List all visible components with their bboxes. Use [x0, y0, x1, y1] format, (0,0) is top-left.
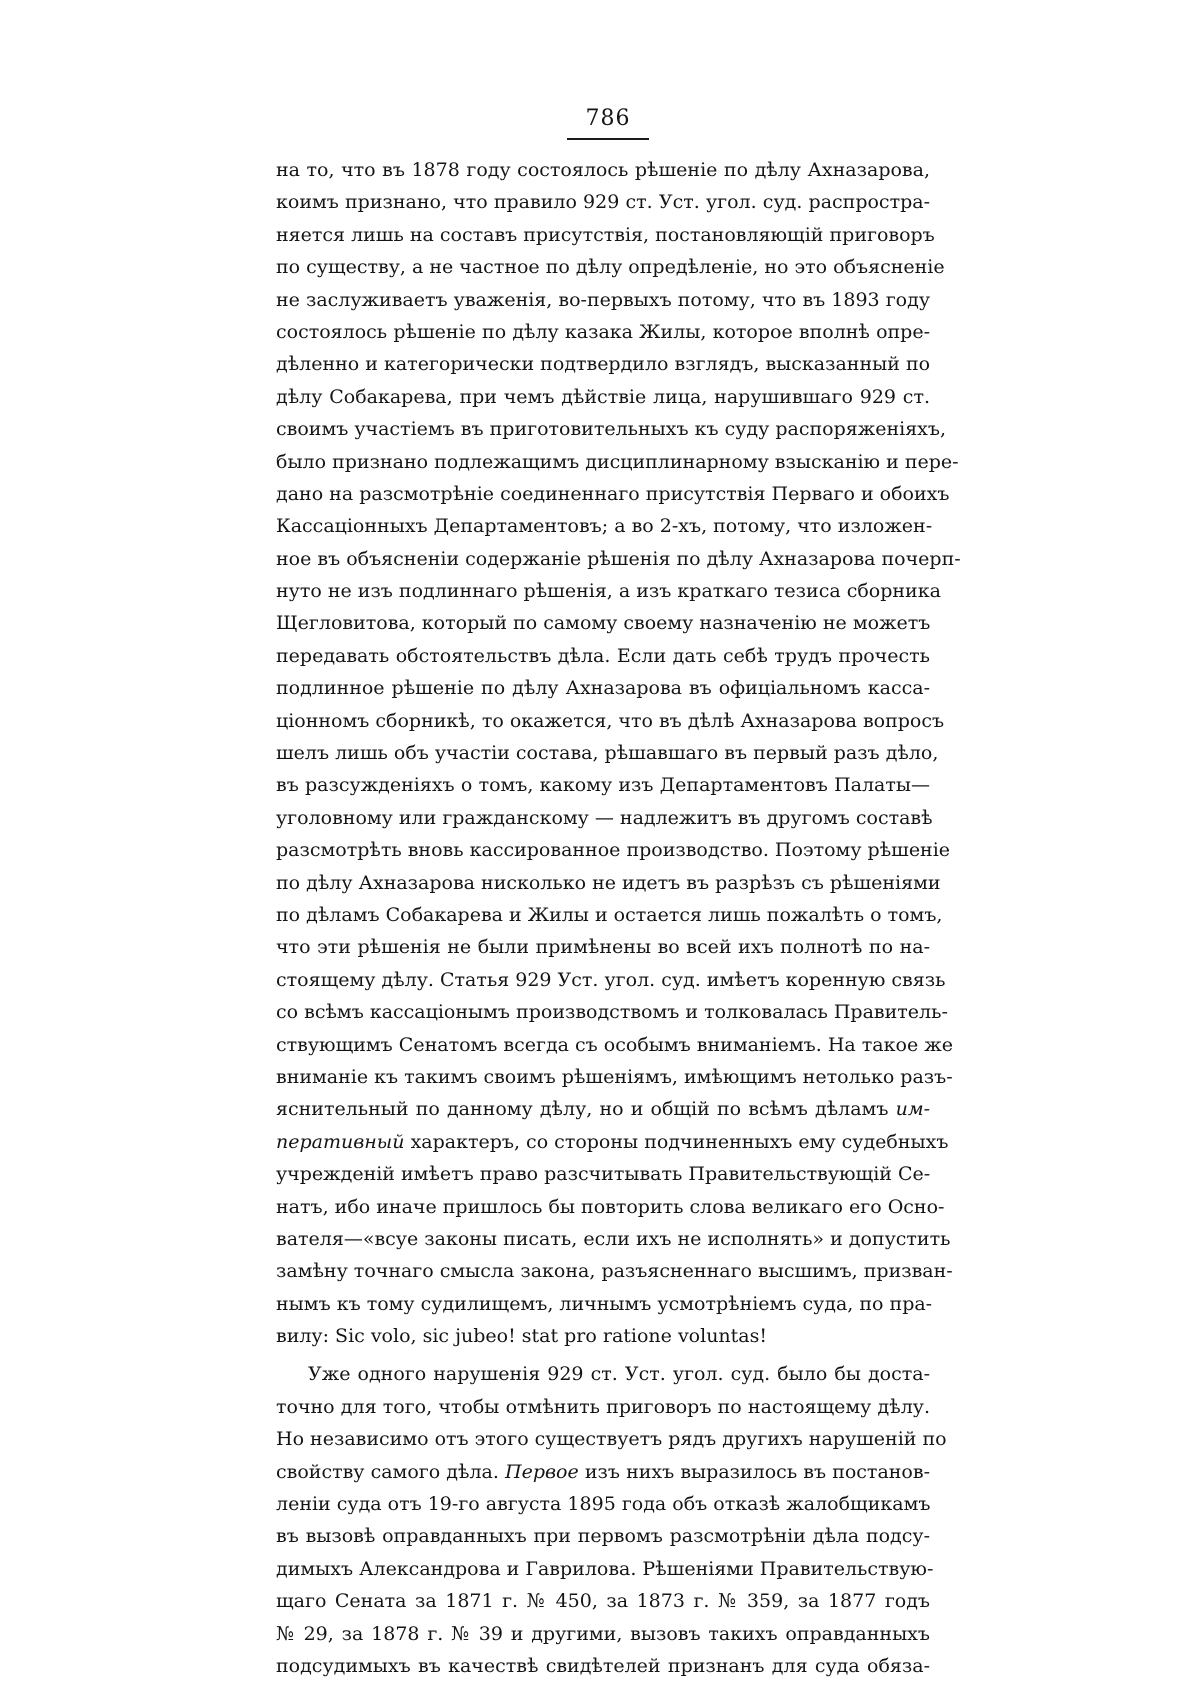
text-line: [276, 1126, 949, 1158]
text-line: въ вызовѣ оправданныхъ при первомъ разсмотрѣніи дѣла подсу-: [276, 1525, 930, 1548]
page-number: 786: [585, 106, 631, 131]
text-line: шелъ лишь объ участіи состава, рѣшавшаго въ первый разъ дѣло,: [276, 742, 939, 765]
text-line: вниманіе къ такимъ своимъ рѣшеніямъ, имѣющимъ нетолько разъ-: [276, 1065, 953, 1088]
text-line: ное въ объясненіи содержаніе рѣшенія по дѣлу Ахназарова почерп-: [276, 547, 961, 570]
text-line: дѣленно и категорически подтвердило взглядъ, высказанный по: [276, 353, 931, 376]
text-line: вателя—«всуе законы писать, если ихъ не исполнять» и допустить: [276, 1227, 951, 1250]
paragraph-2: [276, 1358, 947, 1682]
text-line: не заслуживаетъ уваженія, во-первыхъ потому, что въ 1893 году: [276, 288, 930, 311]
text-line: на то, что въ 1878 году состоялось рѣшеніе по дѣлу Ахназарова,: [276, 159, 930, 181]
text-line: № 29, за 1878 г. № 39 и другими, вызовъ такихъ оправданныхъ: [276, 1622, 930, 1645]
text-line: дано на разсмотрѣніе соединеннаго присутствія Перваго и обоихъ: [276, 482, 950, 505]
text-line: натъ, ибо иначе пришлось бы повторить слова великаго его Осно-: [276, 1195, 945, 1218]
text-line: няется лишь на составъ присутствія, постановляющій приговоръ: [276, 223, 935, 246]
text-line: ствующимъ Сенатомъ всегда съ особымъ вниманіемъ. На такое же: [276, 1033, 953, 1056]
text-line: нымъ къ тому судилищемъ, личнымъ усмотрѣніемъ суда, по пра-: [276, 1292, 933, 1315]
text-line: по дѣлу Ахназарова нисколько не идетъ въ разрѣзъ съ рѣшеніями: [276, 871, 941, 894]
text-line: замѣну точнаго смысла закона, разъясненнаго высшимъ, призван-: [276, 1260, 953, 1283]
text-line: разсмотрѣть вновь кассированное производство. Поэтому рѣшеніе: [276, 839, 951, 862]
text-line: учрежденій имѣетъ право разсчитывать Правительствующій Се-: [276, 1163, 931, 1186]
text-line: стоящему дѣлу. Статья 929 Уст. угол. суд. имѣетъ коренную связь: [276, 968, 946, 991]
text-line: подлинное рѣшеніе по дѣлу Ахназарова въ офиціальномъ касса-: [276, 677, 930, 700]
text-line: подсудимыхъ въ качествѣ свидѣтелей признанъ для суда обяза-: [276, 1654, 930, 1677]
text-line: со всѣмъ кассаціонымъ производствомъ и толковалась Правитель-: [276, 1001, 948, 1024]
text-line: въ разсужденіяхъ о томъ, какому изъ Департаментовъ Палаты—: [276, 774, 930, 797]
text-segment: свойству самого дѣла.: [276, 1460, 499, 1483]
text-line: Но независимо отъ этого существуетъ рядъ другихъ нарушеній по: [276, 1428, 947, 1451]
text-line: коимъ признано, что правило 929 ст. Уст. угол. суд. распростра-: [276, 191, 930, 214]
text-line: передавать обстоятельствъ дѣла. Если дать себѣ трудъ прочесть: [276, 644, 930, 667]
text-line: дѣлу Собакарева, при чемъ дѣйствіе лица, нарушившаго 929 ст.: [276, 385, 930, 408]
text-line: нуто не изъ подлиннаго рѣшенія, а изъ краткаго тезиса сборника: [276, 580, 941, 603]
text-line: димыхъ Александрова и Гаврилова. Рѣшеніями Правительствую-: [276, 1557, 934, 1580]
italic-term: Первое: [505, 1460, 579, 1483]
page-number-rule: [567, 138, 649, 140]
text-line: леніи суда отъ 19-го августа 1895 года объ отказѣ жалобщикамъ: [276, 1493, 931, 1516]
text-line: по существу, а не частное по дѣлу опредѣленіе, но это объясненіе: [276, 256, 945, 279]
text-line: Щегловитова, который по самому своему назначенію не можетъ: [276, 612, 931, 635]
text-line: по дѣламъ Собакарева и Жилы и остается лишь пожалѣть о томъ,: [276, 903, 943, 926]
text-line: [276, 1093, 930, 1125]
text-segment: изъ нихъ выразилось въ постанов-: [584, 1460, 930, 1483]
text-line: Кассаціонныхъ Департаментовъ; а во 2-хъ, потому, что изложен-: [276, 515, 933, 538]
text-line: Уже одного нарушенія 929 ст. Уст. угол. суд. было бы доста-: [308, 1363, 930, 1386]
body-text: [276, 154, 961, 1682]
text-line: вилу: Sic volo, sic jubeo! stat pro ratione voluntas!: [276, 1325, 768, 1348]
text-segment: характеръ, со стороны подчиненныхъ ему судебныхъ: [410, 1130, 949, 1153]
text-segment: яснительный по данному дѣлу, но и общій по всѣмъ дѣламъ: [276, 1098, 889, 1121]
text-line: своимъ участіемъ въ приготовительныхъ къ суду распоряженіяхъ,: [276, 418, 947, 441]
text-line: ціонномъ сборникѣ, то окажется, что въ дѣлѣ Ахназарова вопросъ: [276, 709, 945, 732]
italic-term: перативный: [276, 1130, 405, 1153]
text-line: что эти рѣшенія не были примѣнены во всей ихъ полнотѣ по на-: [276, 936, 930, 959]
text-line: уголовному или гражданскому — надлежитъ въ другомъ составѣ: [276, 806, 933, 829]
text-line: [276, 1456, 930, 1488]
text-line: состоялось рѣшеніе по дѣлу казака Жилы, которое вполнѣ опре-: [276, 320, 930, 343]
paragraph-1: [276, 154, 961, 1352]
text-line: точно для того, чтобы отмѣнить приговоръ по настоящему дѣлу.: [276, 1395, 930, 1418]
italic-term: им-: [895, 1098, 930, 1121]
text-line: было признано подлежащимъ дисциплинарному взысканію и пере-: [276, 450, 959, 473]
text-line: щаго Сената за 1871 г. № 450, за 1873 г. № 359, за 1877 годъ: [276, 1590, 930, 1613]
